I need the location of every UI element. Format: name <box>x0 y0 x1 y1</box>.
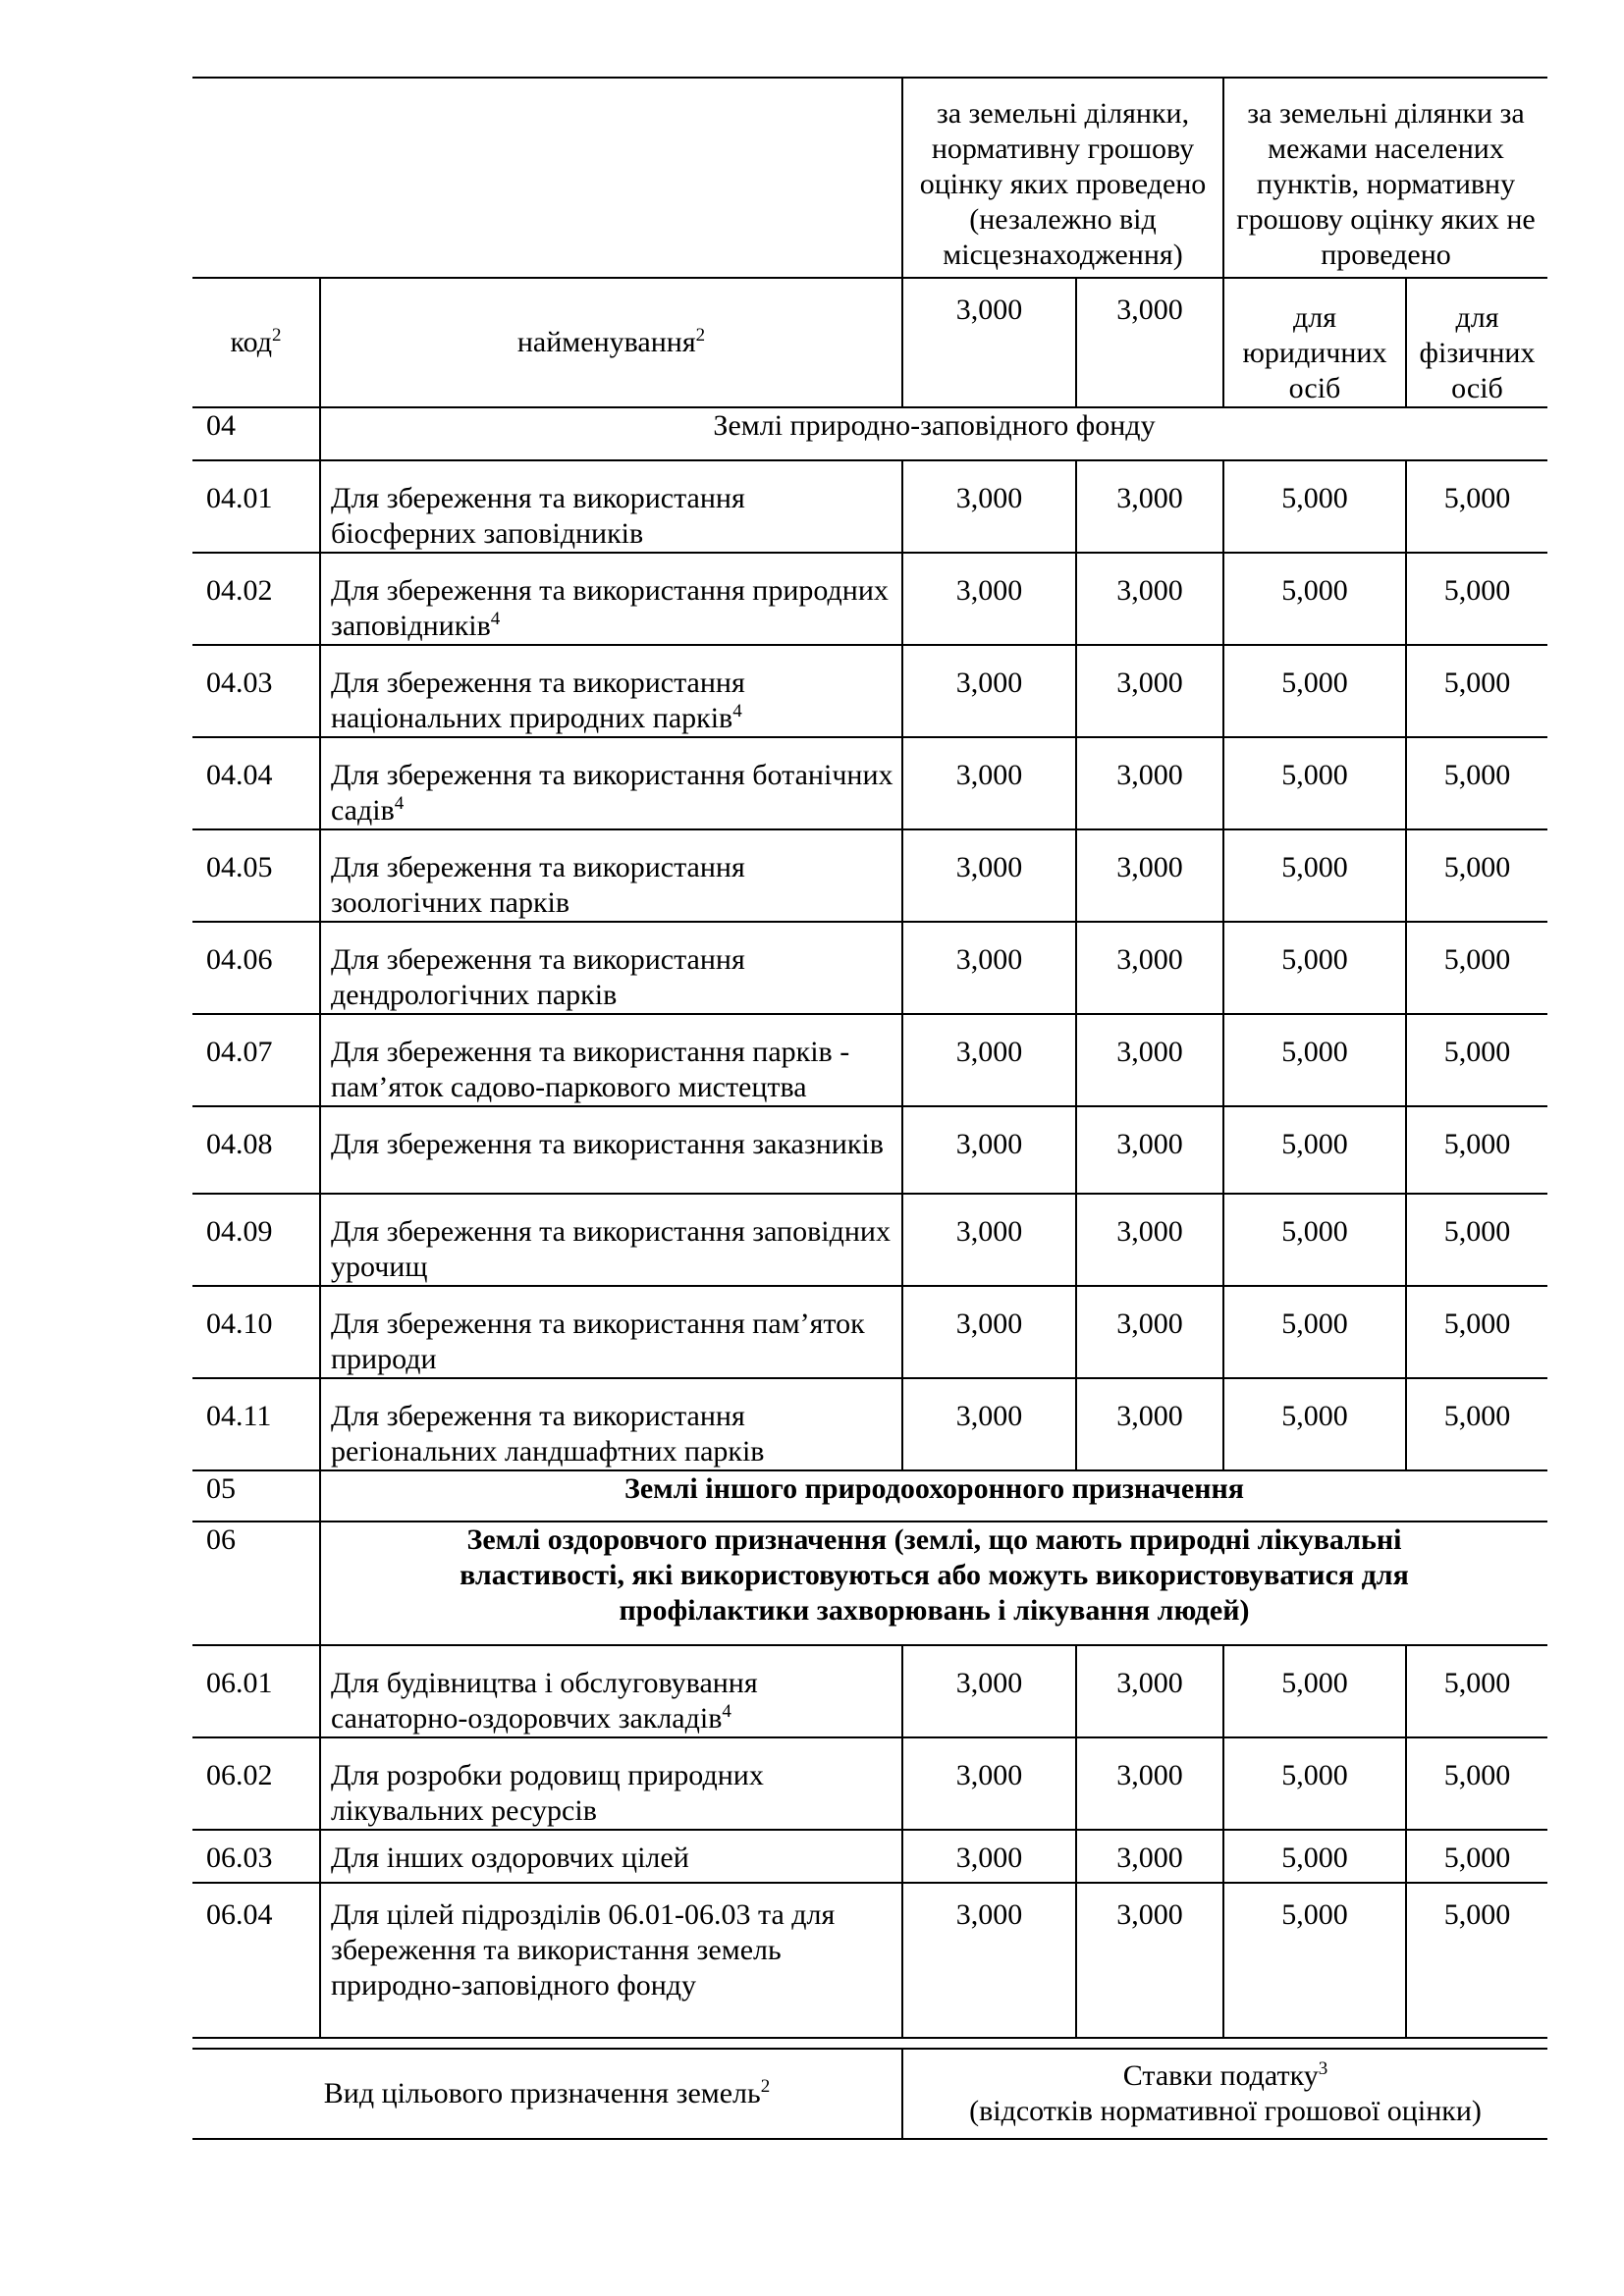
row-name-text: Для будівництва і обслуговування санаторно-оздоровчих закладів <box>331 1667 758 1735</box>
table-row <box>192 1106 1547 1194</box>
row-name-text: Для збереження та використання заповідних урочищ <box>331 1215 891 1283</box>
row-name <box>320 1194 902 1286</box>
rate-c3: 5,000 <box>1223 1378 1406 1470</box>
rate-c3: 5,000 <box>1223 922 1406 1014</box>
row-name <box>320 1378 902 1470</box>
rate-c3: 5,000 <box>1223 645 1406 737</box>
rate-c4: 5,000 <box>1406 922 1547 1014</box>
rate-c4: 5,000 <box>1406 1883 1547 2038</box>
row-name <box>320 460 902 553</box>
rate-c3: 5,000 <box>1223 553 1406 645</box>
row-name <box>320 1883 902 2038</box>
row-name-text: Для збереження та використання регіональних ландшафтних парків <box>331 1400 765 1468</box>
table-row <box>192 737 1547 829</box>
row-code: 04.03 <box>192 645 320 737</box>
header-legal-entities: для юридичних осіб <box>1223 278 1406 407</box>
header-rate-a: 3,000 <box>902 278 1076 407</box>
section-row <box>192 1470 1547 1522</box>
row-name-text: Для збереження та використання біосферних заповідників <box>331 482 745 550</box>
rate-c3: 5,000 <box>1223 1286 1406 1378</box>
rate-c3: 5,000 <box>1223 737 1406 829</box>
section-code: 06 <box>192 1522 320 1645</box>
row-code: 04.04 <box>192 737 320 829</box>
row-name <box>320 922 902 1014</box>
table-row <box>192 1014 1547 1106</box>
rate-c3: 5,000 <box>1223 1737 1406 1830</box>
row-name-text: Для збереження та використання національних природних парків <box>331 667 745 734</box>
table-row <box>192 922 1547 1014</box>
purpose-rates-header-table <box>192 2048 1547 2140</box>
row-name <box>320 737 902 829</box>
row-name-text: Для збереження та використання ботанічних садів <box>331 759 893 827</box>
section-title: Землі оздоровчого призначення (землі, що мають природні лікувальні властивості, які використовуються або можуть використовуватися для профілактики захворювань і лікування людей) <box>320 1522 1547 1645</box>
footnote-ref: 4 <box>722 1701 731 1722</box>
header-individuals: для фізичних осіб <box>1406 278 1547 407</box>
rate-c4: 5,000 <box>1406 1645 1547 1737</box>
row-name <box>320 1014 902 1106</box>
rate-c1: 3,000 <box>902 1883 1076 2038</box>
row-code: 04.08 <box>192 1106 320 1194</box>
rate-c1: 3,000 <box>902 737 1076 829</box>
rate-c1: 3,000 <box>902 1378 1076 1470</box>
rate-c2: 3,000 <box>1076 1645 1223 1737</box>
table-row <box>192 1883 1547 2038</box>
rate-c3: 5,000 <box>1223 460 1406 553</box>
section-row <box>192 407 1547 460</box>
header-row-1 <box>192 78 1547 278</box>
rate-c3: 5,000 <box>1223 1014 1406 1106</box>
header-no-normative-valuation: за земельні ділянки за межами населених пунктів, нормативну грошову оцінку яких не проведено <box>1223 78 1547 278</box>
rate-c4: 5,000 <box>1406 737 1547 829</box>
row-name-text: Для інших оздоровчих цілей <box>331 1842 689 1874</box>
row-code: 06.02 <box>192 1737 320 1830</box>
row-name-text: Для збереження та використання природних заповідників <box>331 574 889 642</box>
table-row <box>192 1737 1547 1830</box>
table-row <box>192 645 1547 737</box>
rate-c4: 5,000 <box>1406 1378 1547 1470</box>
rate-c4: 5,000 <box>1406 1286 1547 1378</box>
rate-c2: 3,000 <box>1076 737 1223 829</box>
rate-c3: 5,000 <box>1223 829 1406 922</box>
rate-c3: 5,000 <box>1223 1830 1406 1883</box>
row-code: 04.09 <box>192 1194 320 1286</box>
header-name: найменування$^2$ <box>320 278 902 407</box>
table-row <box>192 1286 1547 1378</box>
header-row-2 <box>192 278 1547 407</box>
rate-c4: 5,000 <box>1406 1106 1547 1194</box>
table-row <box>192 1645 1547 1737</box>
row-code: 04.02 <box>192 553 320 645</box>
rate-c2: 3,000 <box>1076 1737 1223 1830</box>
table-row <box>192 1194 1547 1286</box>
row-name-text: Для розробки родовищ природних лікувальних ресурсів <box>331 1759 764 1827</box>
row-name-text: Для цілей підрозділів 06.01-06.03 та для збереження та використання земель природно-заповідного фонду <box>331 1898 836 2002</box>
table-row <box>192 460 1547 553</box>
header-empty-cell <box>192 78 902 278</box>
table-row <box>192 829 1547 922</box>
purpose-rates-header-row <box>192 2049 1547 2139</box>
rate-c1: 3,000 <box>902 1106 1076 1194</box>
section-title: Землі іншого природоохоронного призначення <box>320 1470 1547 1522</box>
rate-c2: 3,000 <box>1076 1286 1223 1378</box>
rate-c1: 3,000 <box>902 460 1076 553</box>
row-name <box>320 1737 902 1830</box>
rate-c2: 3,000 <box>1076 553 1223 645</box>
footnote-ref: 4 <box>490 609 501 629</box>
row-name <box>320 1286 902 1378</box>
rate-c3: 5,000 <box>1223 1106 1406 1194</box>
rate-c1: 3,000 <box>902 829 1076 922</box>
rate-c1: 3,000 <box>902 1194 1076 1286</box>
section-code: 04 <box>192 407 320 460</box>
rate-c2: 3,000 <box>1076 1830 1223 1883</box>
rate-c4: 5,000 <box>1406 829 1547 922</box>
rates-note: (відсотків нормативної грошової оцінки) <box>969 2095 1482 2127</box>
row-code: 06.03 <box>192 1830 320 1883</box>
section-title: Землі природно-заповідного фонду <box>320 407 1547 460</box>
row-code: 04.10 <box>192 1286 320 1378</box>
header-code: код$^2$ <box>192 278 320 407</box>
row-name <box>320 1830 902 1883</box>
row-name-text: Для збереження та використання парків - пам’яток садово-паркового мистецтва <box>331 1036 850 1103</box>
rate-c4: 5,000 <box>1406 1014 1547 1106</box>
table-row <box>192 1378 1547 1470</box>
row-name <box>320 829 902 922</box>
row-code: 04.07 <box>192 1014 320 1106</box>
rate-c1: 3,000 <box>902 553 1076 645</box>
row-code: 06.04 <box>192 1883 320 2038</box>
rate-c2: 3,000 <box>1076 1194 1223 1286</box>
row-code: 06.01 <box>192 1645 320 1737</box>
rate-c4: 5,000 <box>1406 1737 1547 1830</box>
row-code: 04.05 <box>192 829 320 922</box>
row-code: 04.01 <box>192 460 320 553</box>
row-name-text: Для збереження та використання зоологічних парків <box>331 851 745 919</box>
rate-c3: 5,000 <box>1223 1883 1406 2038</box>
row-name-text: Для збереження та використання пам’яток природи <box>331 1308 865 1375</box>
rate-c1: 3,000 <box>902 1737 1076 1830</box>
rate-c4: 5,000 <box>1406 460 1547 553</box>
table-row <box>192 1830 1547 1883</box>
row-name <box>320 645 902 737</box>
rate-c4: 5,000 <box>1406 1194 1547 1286</box>
rate-c4: 5,000 <box>1406 1830 1547 1883</box>
rate-c1: 3,000 <box>902 1830 1076 1883</box>
rate-c1: 3,000 <box>902 922 1076 1014</box>
rate-c4: 5,000 <box>1406 553 1547 645</box>
rate-c2: 3,000 <box>1076 1014 1223 1106</box>
row-name-text: Для збереження та використання заказників <box>331 1128 884 1160</box>
rate-c1: 3,000 <box>902 1014 1076 1106</box>
row-name <box>320 1106 902 1194</box>
rate-c2: 3,000 <box>1076 1378 1223 1470</box>
rate-c1: 3,000 <box>902 645 1076 737</box>
rate-c4: 5,000 <box>1406 645 1547 737</box>
rate-c3: 5,000 <box>1223 1194 1406 1286</box>
rates-header: Ставки податку$^3$ (відсотків нормативної грошової оцінки) <box>902 2049 1547 2139</box>
row-name <box>320 1645 902 1737</box>
rate-c2: 3,000 <box>1076 829 1223 922</box>
rate-c2: 3,000 <box>1076 922 1223 1014</box>
rate-c1: 3,000 <box>902 1645 1076 1737</box>
rate-c2: 3,000 <box>1076 645 1223 737</box>
row-name-text: Для збереження та використання дендрологічних парків <box>331 943 745 1011</box>
row-code: 04.06 <box>192 922 320 1014</box>
land-tax-rates-table <box>192 77 1547 2039</box>
section-code: 05 <box>192 1470 320 1522</box>
rate-c2: 3,000 <box>1076 1883 1223 2038</box>
rate-c3: 5,000 <box>1223 1645 1406 1737</box>
footnote-ref: 4 <box>732 701 742 721</box>
table-row <box>192 553 1547 645</box>
footnote-ref: 4 <box>394 793 405 814</box>
section-row <box>192 1522 1547 1645</box>
row-code: 04.11 <box>192 1378 320 1470</box>
row-name <box>320 553 902 645</box>
rate-c2: 3,000 <box>1076 460 1223 553</box>
header-rate-b: 3,000 <box>1076 278 1223 407</box>
rate-c1: 3,000 <box>902 1286 1076 1378</box>
header-normative-valuation: за земельні ділянки, нормативну грошову оцінку яких проведено (незалежно від місцезнаходження) <box>902 78 1223 278</box>
purpose-header: Вид цільового призначення земель$^2$ <box>192 2049 902 2139</box>
rate-c2: 3,000 <box>1076 1106 1223 1194</box>
